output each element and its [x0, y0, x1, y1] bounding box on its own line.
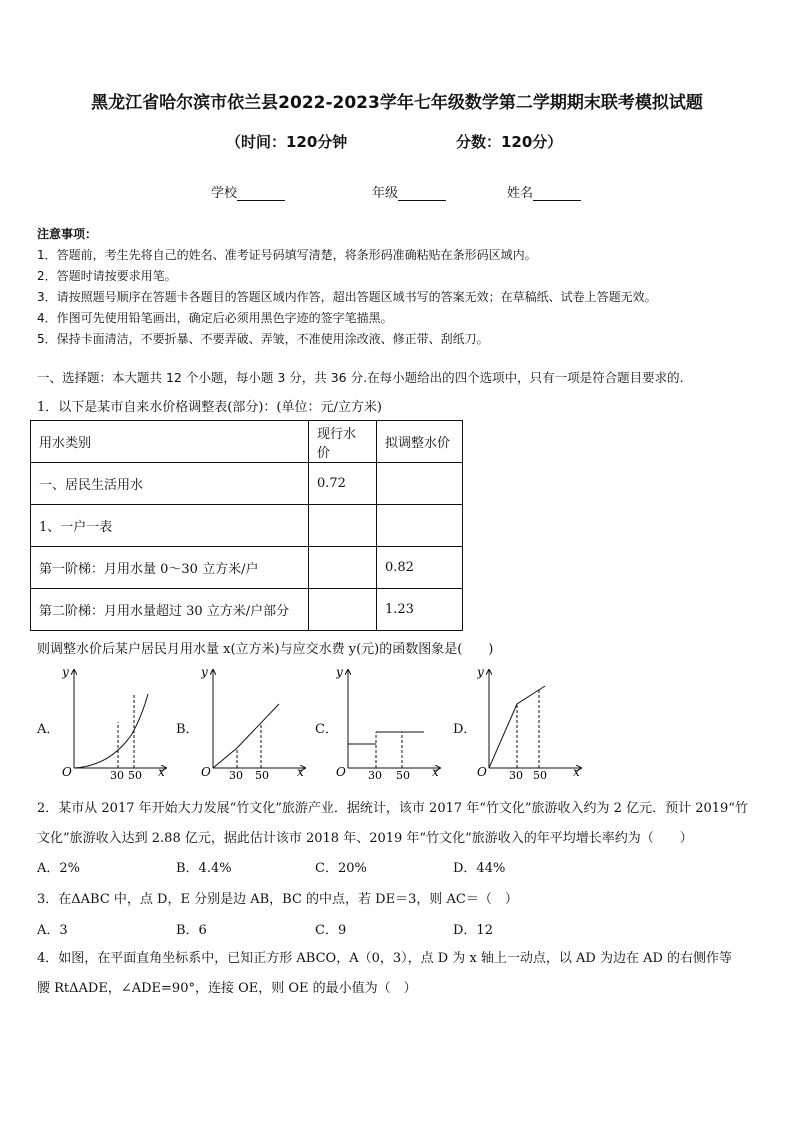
table-cell: 1.23	[377, 589, 463, 631]
table-cell	[309, 505, 377, 547]
option-a: A．2%	[37, 861, 81, 876]
page-title: 黑龙江省哈尔滨市依兰县2022-2023学年七年级数学第二学期期末联考模拟试题	[91, 93, 703, 113]
option-d: D．12	[453, 923, 493, 938]
q1-stem: 1．以下是某市自来水价格调整表(部分)：(单位：元/立方米)	[37, 400, 382, 415]
table-cell: 第一阶梯：月用水量 0～30 立方米/户	[31, 547, 309, 589]
table-row	[31, 463, 463, 505]
q3-stem: 3．在ΔABC 中，点 D，E 分别是边 AB，BC 的中点，若 DE＝3，则 AC＝（ ）	[37, 892, 518, 907]
tick-label: 50	[255, 769, 269, 782]
table-cell: 用水类别	[31, 421, 309, 463]
x-axis-label: x	[158, 765, 165, 779]
notes-block	[37, 224, 657, 350]
x-axis-label: x	[573, 765, 580, 779]
option-c-label: C．	[315, 722, 338, 737]
q4-line: 4．如图，在平面直角坐标系中，已知正方形 ABCO，A（0，3），点 D 为 x 轴上一动点，以 AD 为边在 AD 的右侧作等	[37, 951, 733, 966]
option-b: B．6	[176, 923, 207, 938]
x-axis-label: x	[297, 765, 304, 779]
option-a-label: A．	[37, 722, 60, 737]
table-cell: 0.72	[309, 463, 377, 505]
note-item: 5．保持卡面清洁，不要折暴、不要弄破、弄皱，不准使用涂改液、修正带、刮纸刀。	[37, 332, 489, 346]
origin-label: O	[201, 765, 211, 779]
table-cell	[377, 463, 463, 505]
table-cell: 1、一户一表	[31, 505, 309, 547]
table-cell	[309, 589, 377, 631]
q2-line: 文化”旅游收入达到 2.88 亿元，据此估计该市 2018 年、2019 年“竹文化”旅游收入的年平均增长率约为（ ）	[37, 831, 693, 846]
graph-c	[336, 662, 446, 782]
note-item: 4．作图可先使用铅笔画出，确定后必须用黑色字迹的签字笔描黑。	[37, 311, 393, 325]
option-b: B．4.4%	[176, 861, 232, 876]
q4-stem	[37, 944, 759, 1004]
y-axis-label: y	[336, 665, 343, 679]
section-heading: 一、选择题：本大题共 12 个小题，每小题 3 分，共 36 分.在每小题给出的四个选项中，只有一项是符合题目要求的.	[37, 370, 684, 385]
table-cell: 现行水价	[309, 421, 377, 463]
note-item: 2．答题时请按要求用笔。	[37, 269, 177, 283]
q2-stem	[37, 794, 759, 854]
origin-label: O	[62, 765, 72, 779]
table-row	[31, 589, 463, 631]
tick-label: 50	[396, 769, 410, 782]
option-c: C．20%	[315, 861, 367, 876]
graph-d	[477, 662, 587, 782]
table-row	[31, 505, 463, 547]
option-a: A．3	[37, 923, 68, 938]
q1-follow: 则调整水价后某户居民月用水量 x(立方米)与应交水费 y(元)的函数图象是( )	[37, 642, 494, 657]
x-axis-label: x	[432, 765, 439, 779]
tick-label: 30	[509, 769, 523, 782]
table-cell	[377, 505, 463, 547]
table-row	[31, 547, 463, 589]
q2-line: 2．某市从 2017 年开始大力发展“竹文化”旅游产业．据统计，该市 2017 年“竹文化”旅游收入约为 2 亿元．预计 2019“竹	[37, 801, 748, 816]
graph-a	[62, 662, 172, 782]
exam-score: 分数：120分）	[456, 133, 563, 151]
table-cell: 拟调整水价	[377, 421, 463, 463]
school-field: 学校	[211, 182, 285, 201]
table-cell: 一、居民生活用水	[31, 463, 309, 505]
table-row	[31, 421, 463, 463]
y-axis-label: y	[477, 665, 484, 679]
option-c: C．9	[315, 923, 347, 938]
tick-label: 30	[368, 769, 382, 782]
tick-label: 30	[229, 769, 243, 782]
table-cell: 0.82	[377, 547, 463, 589]
water-price-table	[30, 420, 463, 631]
option-d: D．44%	[453, 861, 506, 876]
origin-label: O	[336, 765, 346, 779]
y-axis-label: y	[201, 665, 208, 679]
q4-line: 腰 RtΔADE，∠ADE=90°，连接 OE，则 OE 的最小值为（ ）	[37, 981, 417, 996]
notes-heading: 注意事项：	[37, 227, 98, 241]
graph-b	[201, 662, 311, 782]
option-d-label: D．	[453, 722, 477, 737]
name-field: 姓名	[507, 182, 581, 201]
tick-label: 50	[533, 769, 547, 782]
y-axis-label: y	[62, 665, 69, 679]
note-item: 3．请按照题号顺序在答题卡各题目的答题区域内作答，超出答题区域书写的答案无效；在草稿纸、试卷上答题无效。	[37, 290, 657, 304]
table-cell: 第二阶梯：月用水量超过 30 立方米/户部分	[31, 589, 309, 631]
exam-time: （时间：120分钟	[226, 133, 348, 151]
option-b-label: B．	[176, 722, 199, 737]
note-item: 1．答题前，考生先将自己的姓名、准考证号码填写清楚，将条形码准确粘贴在条形码区域内。	[37, 248, 537, 262]
table-cell	[309, 547, 377, 589]
tick-label: 30	[110, 769, 124, 782]
tick-label: 50	[128, 769, 142, 782]
grade-field: 年级	[372, 182, 446, 201]
origin-label: O	[477, 765, 487, 779]
